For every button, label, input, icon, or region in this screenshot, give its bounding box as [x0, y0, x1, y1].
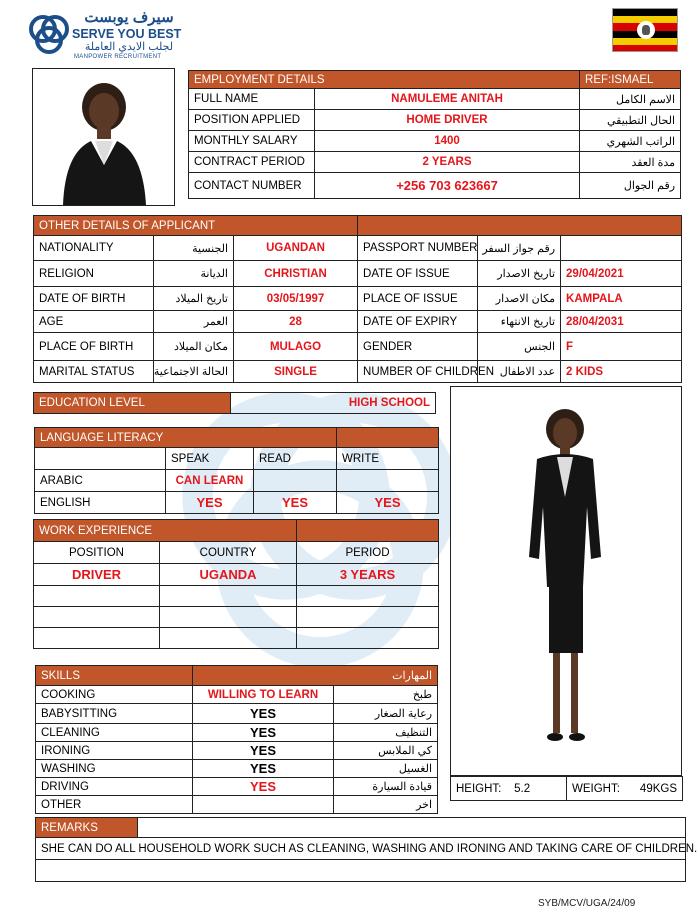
religion-arabic: الديانة: [154, 261, 234, 287]
table-cell: [34, 586, 160, 607]
language-literacy-header-right: [337, 428, 439, 448]
write-col-header: WRITE: [337, 448, 439, 470]
weight-value: 49KGS: [639, 782, 677, 795]
cleaning-value: YES: [193, 724, 334, 742]
speak-col-header: SPEAK: [166, 448, 254, 470]
applicant-portrait-photo: [32, 68, 175, 206]
date-of-birth-value: 03/05/1997: [234, 287, 358, 311]
contact-number-value: +256 703 623667: [315, 173, 580, 199]
place-of-birth-value: MULAGO: [234, 333, 358, 361]
date-of-issue-label: DATE OF ISSUE: [358, 261, 478, 287]
driving-label: DRIVING: [36, 778, 193, 796]
monthly-salary-label: MONTHLY SALARY: [189, 131, 315, 152]
remarks-text: SHE CAN DO ALL HOUSEHOLD WORK SUCH AS CLEANING, WASHING AND IRONING AND TAKING CARE OF CHILDREN.: [36, 838, 686, 860]
monthly-salary-value: 1400: [315, 131, 580, 152]
english-speak-value: YES: [166, 492, 254, 514]
place-of-issue-label: PLACE OF ISSUE: [358, 287, 478, 311]
religion-label: RELIGION: [34, 261, 154, 287]
logo-tagline: MANPOWER RECRUITMENT: [74, 54, 162, 60]
passport-number-label: PASSPORT NUMBER: [358, 236, 478, 261]
monthly-salary-arabic: الراتب الشهري: [580, 131, 681, 152]
ironing-arabic: كي الملابس: [334, 742, 438, 760]
other-skill-label: OTHER: [36, 796, 193, 814]
read-col-header: READ: [254, 448, 337, 470]
age-arabic: العمر: [154, 311, 234, 333]
table-cell: [297, 586, 439, 607]
language-literacy-table: [34, 427, 439, 514]
place-of-birth-label: PLACE OF BIRTH: [34, 333, 154, 361]
contract-period-label: CONTRACT PERIOD: [189, 152, 315, 173]
work-experience-table: [33, 519, 439, 649]
date-of-issue-value: 29/04/2021: [561, 261, 682, 287]
other-skill-value: [193, 796, 334, 814]
washing-arabic: الغسيل: [334, 760, 438, 778]
work-experience-header-right: [297, 520, 439, 542]
cleaning-arabic: التنظيف: [334, 724, 438, 742]
work-position-value: DRIVER: [34, 564, 160, 586]
height-label: HEIGHT:: [456, 782, 502, 795]
remarks-header-blank: [138, 818, 686, 838]
date-of-expiry-label: DATE OF EXPIRY: [358, 311, 478, 333]
weight-label: WEIGHT:: [572, 782, 620, 795]
english-language-label: ENGLISH: [35, 492, 166, 514]
arabic-read-value: [254, 470, 337, 492]
nationality-arabic: الجنسية: [154, 236, 234, 261]
full-name-label: FULL NAME: [189, 89, 315, 110]
contact-number-label: CONTACT NUMBER: [189, 173, 315, 199]
marital-status-value: SINGLE: [234, 361, 358, 383]
place-of-birth-arabic: مكان الميلاد: [154, 333, 234, 361]
table-cell: [297, 607, 439, 628]
logo-name: SERVE YOU BEST: [72, 27, 182, 41]
nationality-label: NATIONALITY: [34, 236, 154, 261]
work-experience-header: [34, 520, 297, 542]
age-value: 28: [234, 311, 358, 333]
position-applied-label: POSITION APPLIED: [189, 110, 315, 131]
other-details-header-right: [358, 216, 682, 236]
passport-number-arabic: رقم جواز السفر: [478, 236, 561, 261]
work-period-value: 3 YEARS: [297, 564, 439, 586]
cooking-arabic: طبخ: [334, 686, 438, 704]
ref-label: REF:ISMAEL: [580, 71, 681, 89]
contact-number-arabic: رقم الجوال: [580, 173, 681, 199]
cleaning-label: CLEANING: [36, 724, 193, 742]
logo-arabic-tagline: لجلب الايدي العاملة: [84, 41, 174, 53]
date-of-birth-arabic: تاريخ الميلاد: [154, 287, 234, 311]
remarks-blank-row: [36, 860, 686, 882]
work-experience-header-label: WORK EXPERIENCE: [39, 524, 153, 537]
cooking-value: WILLING TO LEARN: [193, 686, 334, 704]
ironing-label: IRONING: [36, 742, 193, 760]
english-write-value: YES: [337, 492, 439, 514]
remarks-header: REMARKS: [36, 818, 138, 838]
arabic-write-value: [337, 470, 439, 492]
gender-arabic: الجنس: [478, 333, 561, 361]
nationality-value: UGANDAN: [234, 236, 358, 261]
table-cell: [160, 586, 297, 607]
uganda-flag: [612, 8, 678, 52]
place-of-issue-value: KAMPALA: [561, 287, 682, 311]
babysitting-label: BABYSITTING: [36, 704, 193, 724]
logo-icon: [26, 10, 72, 60]
full-name-value: NAMULEME ANITAH: [315, 89, 580, 110]
date-of-expiry-value: 28/04/2031: [561, 311, 682, 333]
full-body-figure: [451, 387, 683, 777]
ironing-value: YES: [193, 742, 334, 760]
table-cell: [160, 628, 297, 649]
education-level-table: [33, 392, 436, 414]
table-cell: [160, 607, 297, 628]
marital-status-arabic: الحالة الاجتماعية: [154, 361, 234, 383]
language-col-blank: [35, 448, 166, 470]
cooking-label: COOKING: [36, 686, 193, 704]
other-skill-arabic: اخر: [334, 796, 438, 814]
period-col-header: PERIOD: [297, 542, 439, 564]
washing-value: YES: [193, 760, 334, 778]
height-weight-table: [450, 776, 683, 801]
logo-arabic-name: سيرف يوبست: [84, 9, 174, 26]
driving-value: YES: [193, 778, 334, 796]
language-literacy-header: LANGUAGE LITERACY: [35, 428, 337, 448]
marital-status-label: MARITAL STATUS: [34, 361, 154, 383]
position-col-header: POSITION: [34, 542, 160, 564]
skills-header: SKILLS: [36, 666, 193, 686]
age-label: AGE: [34, 311, 154, 333]
education-level-label: EDUCATION LEVEL: [34, 393, 231, 414]
table-cell: [34, 607, 160, 628]
driving-arabic: قيادة السيارة: [334, 778, 438, 796]
table-cell: [34, 628, 160, 649]
babysitting-value: YES: [193, 704, 334, 724]
other-details-header: OTHER DETAILS OF APPLICANT: [34, 216, 358, 236]
arabic-language-label: ARABIC: [35, 470, 166, 492]
gender-label: GENDER: [358, 333, 478, 361]
country-col-header: COUNTRY: [160, 542, 297, 564]
passport-number-value: [561, 236, 682, 261]
education-level-value: HIGH SCHOOL: [231, 393, 436, 414]
religion-value: CHRISTIAN: [234, 261, 358, 287]
employment-details-table: [188, 70, 681, 199]
remarks-table: [35, 817, 698, 882]
babysitting-arabic: رعاية الصغار: [334, 704, 438, 724]
height-value: 5.2: [514, 782, 531, 795]
contract-period-arabic: مدة العقد: [580, 152, 681, 173]
company-logo: [26, 8, 196, 64]
date-of-expiry-arabic: تاريخ الانتهاء: [478, 311, 561, 333]
date-of-issue-arabic: تاريخ الاصدار: [478, 261, 561, 287]
applicant-full-body-photo: [450, 386, 682, 776]
position-applied-arabic: الحال التطبيقي: [580, 110, 681, 131]
work-country-value: UGANDA: [160, 564, 297, 586]
skills-table: [35, 665, 438, 814]
other-details-table: [33, 215, 682, 383]
full-name-arabic: الاسم الكامل: [580, 89, 681, 110]
place-of-issue-arabic: مكان الاصدار: [478, 287, 561, 311]
footer-reference-code: SYB/MCV/UGA/24/09: [538, 898, 636, 909]
contract-period-value: 2 YEARS: [315, 152, 580, 173]
skills-header-arabic: المهارات: [193, 666, 438, 686]
date-of-birth-label: DATE OF BIRTH: [34, 287, 154, 311]
employment-details-header: EMPLOYMENT DETAILS: [189, 71, 580, 89]
number-of-children-arabic: عدد الاطفال: [478, 361, 561, 383]
arabic-speak-value: CAN LEARN: [166, 470, 254, 492]
gender-value: F: [561, 333, 682, 361]
table-cell: [297, 628, 439, 649]
number-of-children-value: 2 KIDS: [561, 361, 682, 383]
position-applied-value: HOME DRIVER: [315, 110, 580, 131]
number-of-children-label: NUMBER OF CHILDREN: [358, 361, 478, 383]
english-read-value: YES: [254, 492, 337, 514]
height-cell: [451, 777, 567, 801]
washing-label: WASHING: [36, 760, 193, 778]
portrait-figure: [33, 69, 176, 207]
weight-cell: [567, 777, 683, 801]
